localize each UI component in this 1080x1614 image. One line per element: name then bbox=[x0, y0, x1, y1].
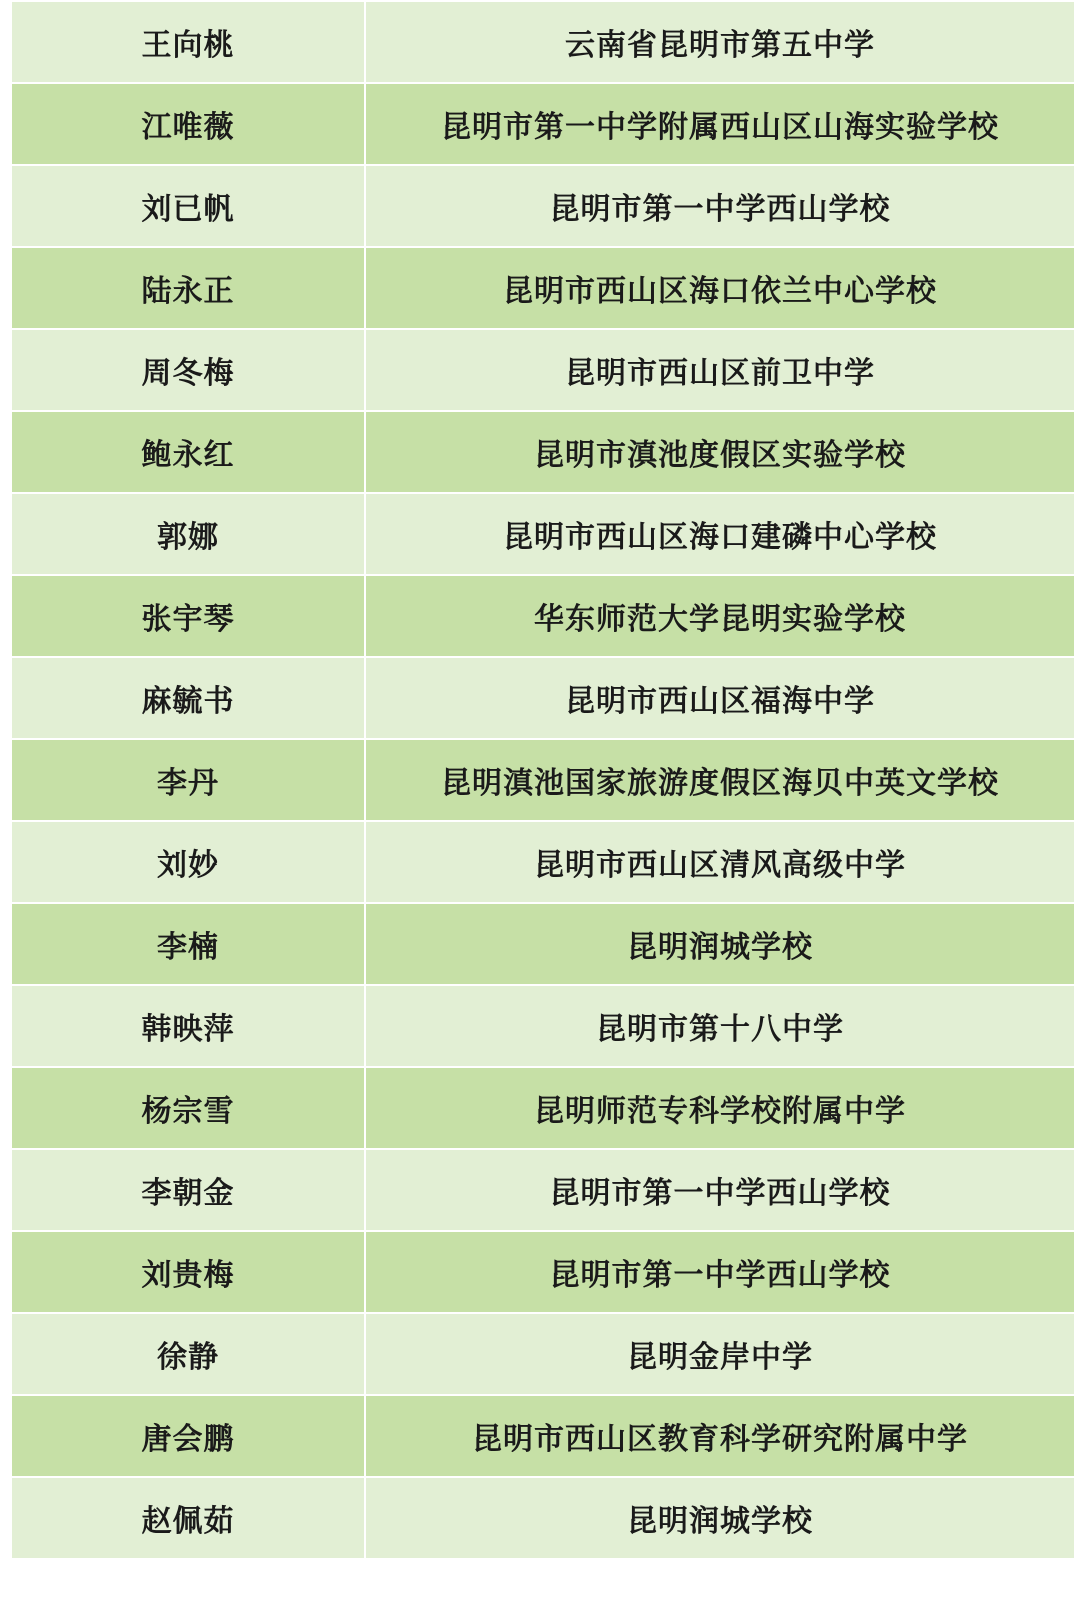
table-row bbox=[11, 1067, 1075, 1149]
teacher-roster-table bbox=[10, 0, 1076, 1560]
table-row bbox=[11, 1149, 1075, 1231]
table-row bbox=[11, 329, 1075, 411]
teacher-name-cell: 郭娜 bbox=[11, 493, 365, 575]
teacher-name-cell: 李朝金 bbox=[11, 1149, 365, 1231]
school-name-cell: 昆明市西山区福海中学 bbox=[365, 657, 1075, 739]
teacher-name-cell: 李丹 bbox=[11, 739, 365, 821]
school-name-cell: 昆明润城学校 bbox=[365, 1477, 1075, 1559]
teacher-name-cell: 徐静 bbox=[11, 1313, 365, 1395]
school-name-cell: 昆明市第一中学西山学校 bbox=[365, 1231, 1075, 1313]
table-row bbox=[11, 575, 1075, 657]
teacher-name-cell: 刘已帆 bbox=[11, 165, 365, 247]
teacher-name-cell: 江唯薇 bbox=[11, 83, 365, 165]
school-name-cell: 昆明金岸中学 bbox=[365, 1313, 1075, 1395]
table-row bbox=[11, 247, 1075, 329]
roster-table-body bbox=[11, 1, 1075, 1559]
table-row bbox=[11, 493, 1075, 575]
school-name-cell: 昆明市西山区教育科学研究附属中学 bbox=[365, 1395, 1075, 1477]
teacher-name-cell: 赵佩茹 bbox=[11, 1477, 365, 1559]
table-row bbox=[11, 1395, 1075, 1477]
table-row bbox=[11, 985, 1075, 1067]
school-name-cell: 昆明润城学校 bbox=[365, 903, 1075, 985]
teacher-name-cell: 鲍永红 bbox=[11, 411, 365, 493]
school-name-cell: 昆明师范专科学校附属中学 bbox=[365, 1067, 1075, 1149]
table-row bbox=[11, 657, 1075, 739]
teacher-name-cell: 唐会鹏 bbox=[11, 1395, 365, 1477]
school-name-cell: 昆明市西山区前卫中学 bbox=[365, 329, 1075, 411]
teacher-name-cell: 韩映萍 bbox=[11, 985, 365, 1067]
teacher-name-cell: 张宇琴 bbox=[11, 575, 365, 657]
school-name-cell: 昆明市第十八中学 bbox=[365, 985, 1075, 1067]
table-row bbox=[11, 1313, 1075, 1395]
table-row bbox=[11, 821, 1075, 903]
table-row bbox=[11, 739, 1075, 821]
table-row bbox=[11, 411, 1075, 493]
teacher-name-cell: 刘贵梅 bbox=[11, 1231, 365, 1313]
table-row bbox=[11, 903, 1075, 985]
teacher-name-cell: 李楠 bbox=[11, 903, 365, 985]
school-name-cell: 昆明市西山区海口建磷中心学校 bbox=[365, 493, 1075, 575]
table-row bbox=[11, 1231, 1075, 1313]
school-name-cell: 昆明市第一中学附属西山区山海实验学校 bbox=[365, 83, 1075, 165]
school-name-cell: 昆明市第一中学西山学校 bbox=[365, 1149, 1075, 1231]
table-row bbox=[11, 1, 1075, 83]
teacher-name-cell: 周冬梅 bbox=[11, 329, 365, 411]
school-name-cell: 昆明市西山区海口依兰中心学校 bbox=[365, 247, 1075, 329]
table-row bbox=[11, 165, 1075, 247]
teacher-name-cell: 王向桃 bbox=[11, 1, 365, 83]
school-name-cell: 云南省昆明市第五中学 bbox=[365, 1, 1075, 83]
page-bottom-spacer bbox=[10, 1560, 1070, 1614]
teacher-name-cell: 杨宗雪 bbox=[11, 1067, 365, 1149]
school-name-cell: 昆明市第一中学西山学校 bbox=[365, 165, 1075, 247]
school-name-cell: 昆明滇池国家旅游度假区海贝中英文学校 bbox=[365, 739, 1075, 821]
teacher-name-cell: 陆永正 bbox=[11, 247, 365, 329]
table-row bbox=[11, 1477, 1075, 1559]
school-name-cell: 昆明市西山区清风高级中学 bbox=[365, 821, 1075, 903]
teacher-name-cell: 麻毓书 bbox=[11, 657, 365, 739]
school-name-cell: 华东师范大学昆明实验学校 bbox=[365, 575, 1075, 657]
teacher-name-cell: 刘妙 bbox=[11, 821, 365, 903]
school-name-cell: 昆明市滇池度假区实验学校 bbox=[365, 411, 1075, 493]
table-row bbox=[11, 83, 1075, 165]
